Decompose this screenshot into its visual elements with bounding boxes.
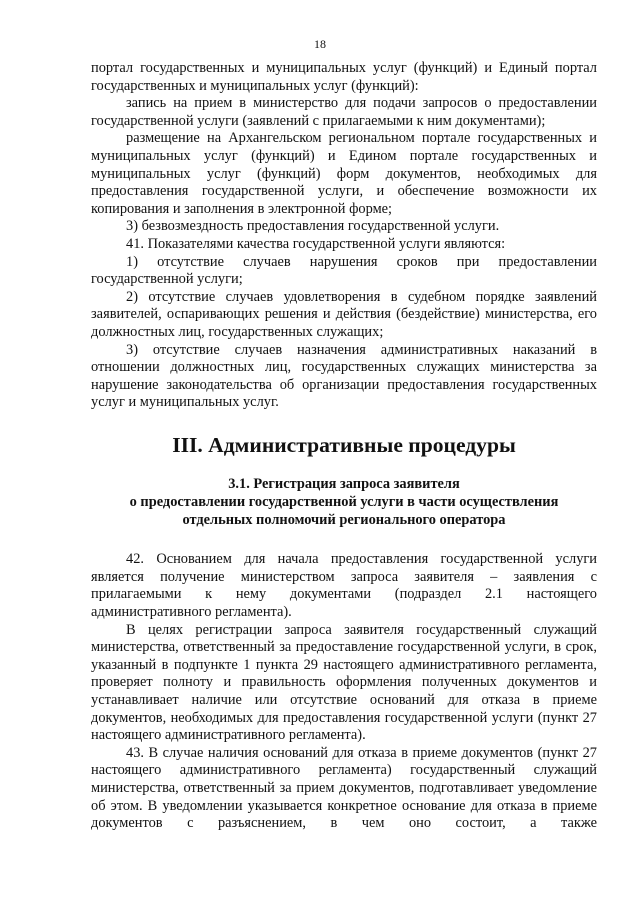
page-number: 18 xyxy=(314,37,326,51)
paragraph: запись на прием в министерство для подачи запросов о предоставлении государственной услуги (заявлений с прилагаемыми к ним документами); xyxy=(91,95,597,129)
subsection-heading-line: о предоставлении государственной услуги в части осуществления xyxy=(129,494,559,511)
paragraph: размещение на Архангельском региональном портале государственных и муниципальных услуг (функций) и Едином портале государственных и муниципальных услуг (функций) форм документов, необходимых для предоставления государственной услуги, и обеспечение возможности их копирования и заполнения в электронной форме; xyxy=(91,130,597,217)
paragraphs-top xyxy=(91,60,597,412)
paragraph: 42. Основанием для начала предоставления государственной услуги является получение министерством запроса заявителя – заявления с прилагаемыми к нему документами (подраздел 2.1 настоящего административного регламента). xyxy=(91,551,597,621)
paragraph: 1) отсутствие случаев нарушения сроков при предоставлении государственной услуги; xyxy=(91,253,597,288)
subsection-heading-line: 3.1. Регистрация запроса заявителя xyxy=(228,476,460,493)
paragraph: 43. В случае наличия оснований для отказа в приеме документов (пункт 27 настоящего административного регламента) государственный служащий министерства, ответственный за прием документов, подготавливает уведомление об этом. В уведомлении указывается конкретное основание для отказа в приеме документов с разъяснением, в чем оно состоит, а также xyxy=(91,744,597,832)
paragraph: В целях регистрации запроса заявителя государственный служащий министерства, ответственный за предоставление государственной услуги, в срок, указанный в подпункте 1 пункта 29 настоящего административного регламента, проверяет полноту и правильность оформления полученных документов и устанавливает наличие или отсутствие оснований для отказа в приеме документов, необходимых для предоставления государственной услуги (пункт 27 настоящего административного регламента). xyxy=(91,621,597,744)
document-body xyxy=(91,60,597,833)
paragraph: 3) безвозмездность предоставления государственной услуги. xyxy=(126,218,500,235)
paragraphs-bottom xyxy=(91,551,597,833)
paragraph: 2) отсутствие случаев удовлетворения в судебном порядке заявлений заявителей, оспаривающих решения и действия (бездействие) министерства, его должностных лиц, государственных служащих; xyxy=(91,288,597,340)
paragraph: портал государственных и муниципальных услуг (функций) и Единый портал государственных и муниципальных услуг (функций): xyxy=(91,60,597,94)
subsection-heading xyxy=(91,476,597,529)
subsection-heading-line: отдельных полномочий регионального оператора xyxy=(182,511,506,528)
paragraph: 3) отсутствие случаев назначения административных наказаний в отношении должностных лиц, государственных служащих министерства за нарушение законодательства об организации предоставления государственных услуг и муниципальных услуг. xyxy=(91,341,597,411)
paragraph: 41. Показателями качества государственной услуги являются: xyxy=(126,235,506,252)
section-heading: III. Административные процедуры xyxy=(172,432,516,457)
